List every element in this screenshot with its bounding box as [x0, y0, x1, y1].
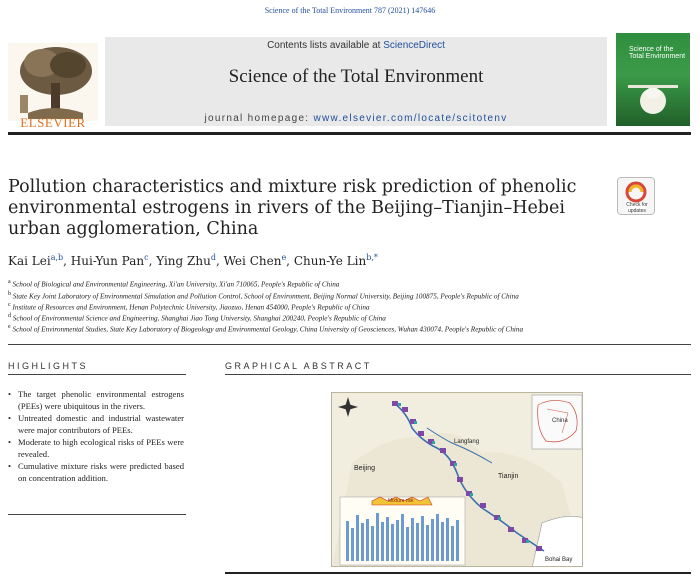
affiliation-b: $^b$ State Key Joint Laboratory of Environmental Simulation and Pollution Control, School of Environment, Beijing Normal University, Beijing 100875, People's Republic of China	[8, 291, 519, 301]
affiliation-e: $^e$ School of Environmental Studies, State Key Laboratory of Biogeology and Environmental Geology, China University of Geosciences, Wuhan 430074, People's Republic of China	[8, 324, 524, 334]
contents-prefix: Contents lists available at	[267, 40, 384, 51]
highlight-item: • Cumulative mixture risks were predicted based on concentration addition.	[8, 460, 184, 484]
author-separator: ,	[63, 254, 71, 268]
graphical-abstract-heading-rule	[225, 374, 691, 375]
highlights-heading-rule	[8, 374, 186, 375]
highlights-bottom-rule	[8, 514, 186, 515]
mixture-risk-label: Mixture risk	[388, 498, 414, 504]
homepage-link[interactable]: www.elsevier.com/locate/scitotenv	[313, 113, 508, 124]
highlight-item: • Untreated domestic and industrial wastewater were major contributors of PEEs.	[8, 412, 184, 436]
highlights-list	[8, 388, 184, 484]
author-separator: ,	[215, 254, 224, 268]
author-name[interactable]: Ying Zhu	[156, 254, 211, 268]
author-separator: ,	[148, 254, 157, 268]
elsevier-tree-logo	[8, 37, 98, 127]
author-name[interactable]: Wei Chen	[223, 254, 282, 268]
cover-title: Science of the Total Environment	[629, 46, 686, 60]
affiliation-d: $^d$ School of Environmental Science and Engineering, Shanghai Jiao Tong University, Shanghai 200240, People's Republic of China	[8, 313, 386, 323]
highlight-item: • Moderate to high ecological risks of PEEs were revealed.	[8, 436, 184, 460]
article-title: Pollution characteristics and mixture risk prediction of phenolic environmental estrogens in rivers of the Beijing–Tianjin–Hebei urban agglomeration, China	[8, 177, 577, 239]
author-name[interactable]: Kai Lei	[8, 254, 51, 268]
author-separator: ,	[286, 254, 294, 268]
header-rule	[8, 132, 691, 135]
journal-citation: Science of the Total Environment 787 (2021) 147646	[264, 6, 436, 15]
affiliation-c: $^c$ Institute of Resources and Environment, Henan Polytechnic University, Jiaozuo, Henan 454000, People's Republic of China	[8, 302, 370, 312]
affiliation-a: $^a$ School of Biological and Environmental Engineering, Xi'an University, Xi'an 710065, People's Republic of China	[8, 279, 340, 289]
highlights-heading: HIGHLIGHTS	[8, 361, 89, 371]
author-affiliation-marker[interactable]: b,*	[366, 253, 378, 262]
author-name[interactable]: Chun-Ye Lin	[293, 254, 367, 268]
author-affiliation-marker[interactable]: d	[210, 253, 216, 262]
graphical-abstract-bottom-rule	[225, 572, 691, 574]
map-label-bohai-bay: Bohai Bay	[545, 557, 573, 563]
graphical-abstract-heading: GRAPHICAL ABSTRACT	[225, 361, 372, 371]
graphical-abstract-map	[332, 393, 583, 567]
map-label-china: China	[552, 418, 568, 424]
publisher-logo-text: ELSEVIER	[20, 115, 86, 130]
crossmark-label: Check for updates	[626, 202, 648, 214]
sciencedirect-link[interactable]: ScienceDirect	[383, 40, 445, 51]
author-affiliation-marker[interactable]: a,b	[50, 253, 64, 262]
homepage-prefix: journal homepage:	[204, 113, 314, 124]
author-affiliation-marker[interactable]: c	[144, 253, 149, 262]
contents-line	[105, 40, 607, 51]
map-label-beijing: Beijing	[354, 465, 376, 472]
highlight-item: • The target phenolic environmental estrogens (PEEs) were ubiquitous in the rivers.	[8, 388, 184, 412]
journal-homepage	[105, 113, 607, 124]
author-affiliation-marker[interactable]: e	[281, 253, 287, 262]
section-divider	[8, 344, 691, 345]
graphical-abstract-figure[interactable]	[331, 392, 583, 567]
map-label-langfang: Langfang	[454, 439, 480, 445]
crossmark-badge[interactable]	[617, 177, 655, 215]
author-list	[8, 253, 378, 268]
map-label-tianjin: Tianjin	[498, 473, 519, 480]
author-name[interactable]: Hui-Yun Pan	[70, 254, 145, 268]
journal-title: Science of the Total Environment	[228, 66, 484, 87]
